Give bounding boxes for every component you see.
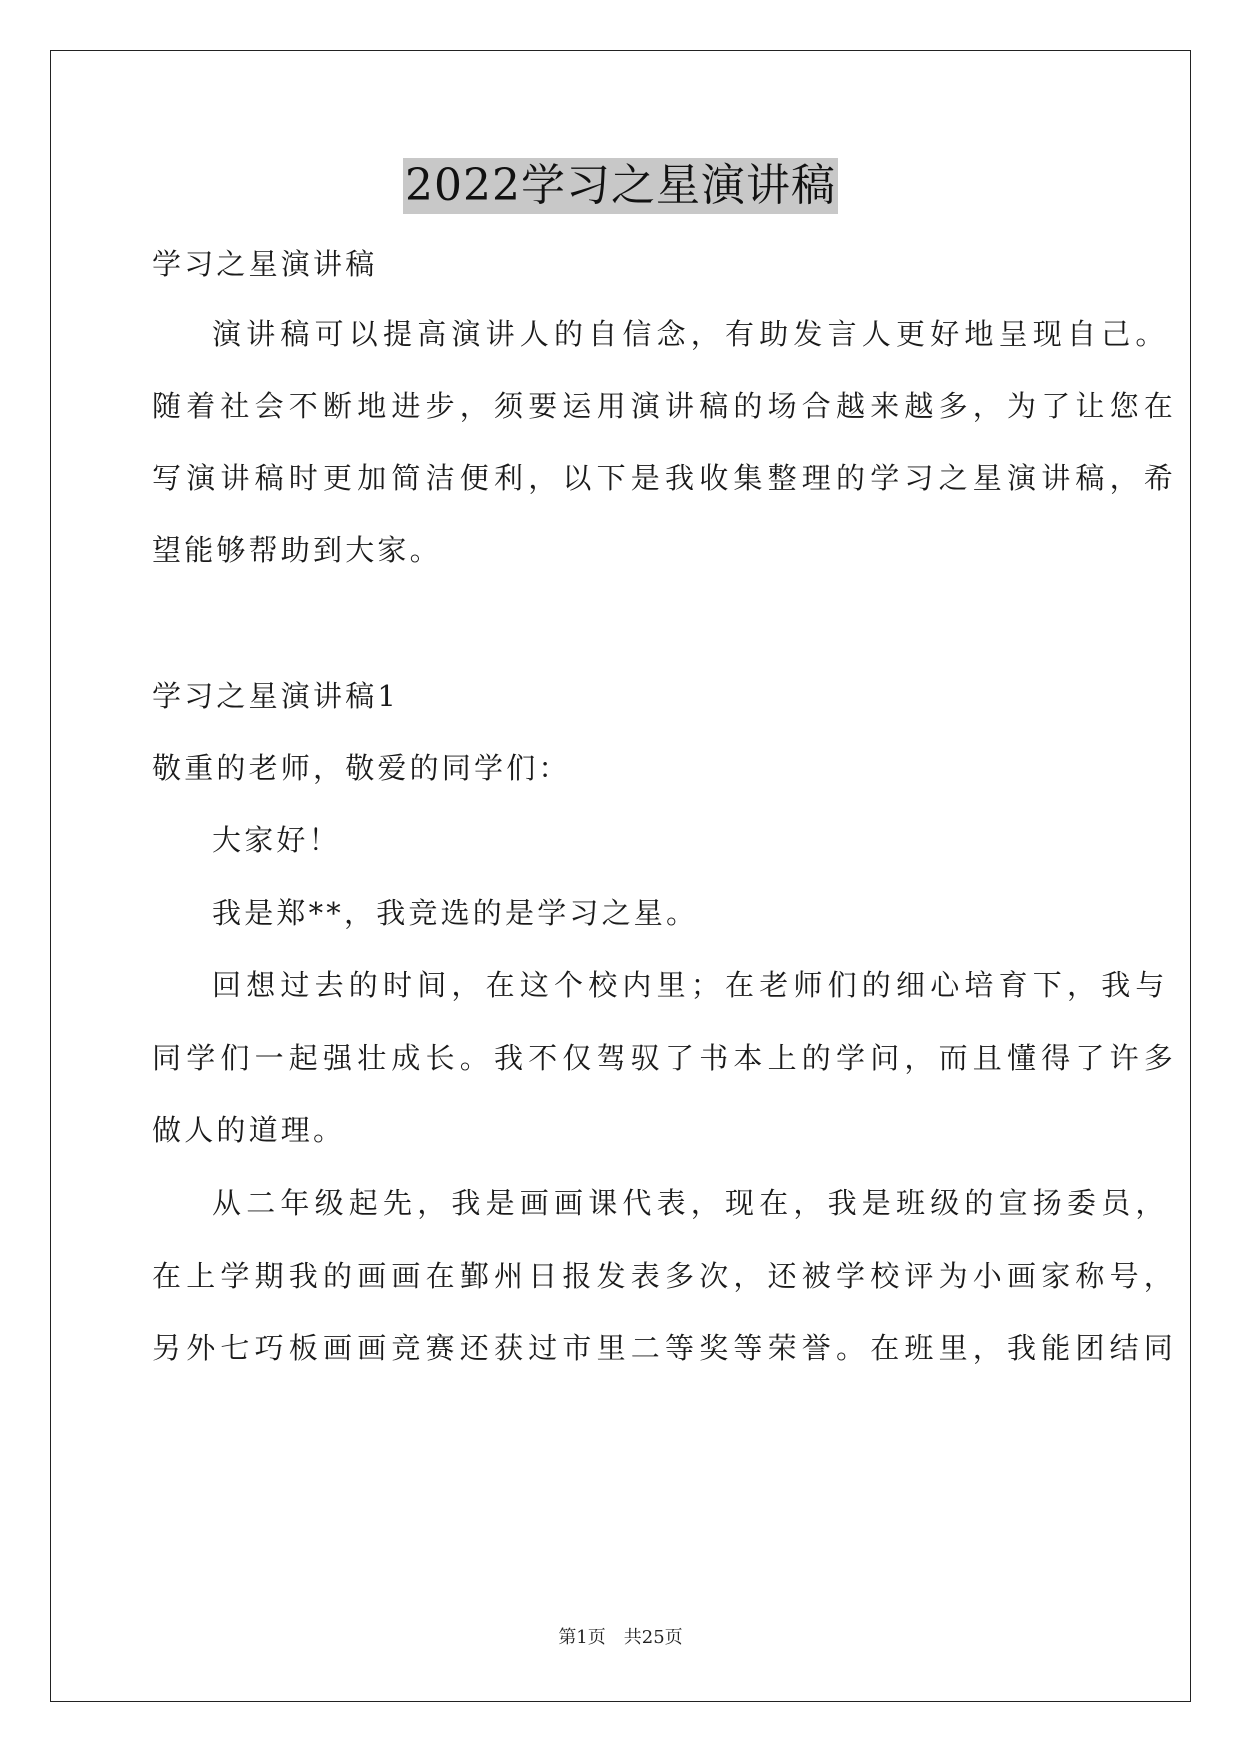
body-line: 另外七巧板画画竞赛还获过市里二等奖等荣誉。在班里，我能团结同 — [152, 1331, 1179, 1365]
body-line: 望能够帮助到大家。 — [152, 533, 442, 567]
body-line: 回想过去的时间，在这个校内里；在老师们的细心培育下，我与 — [212, 968, 1170, 1002]
section-heading: 学习之星演讲稿1 — [152, 679, 400, 713]
body-line: 演讲稿可以提高演讲人的自信念，有助发言人更好地呈现自己。 — [212, 317, 1170, 351]
body-line: 在上学期我的画画在鄞州日报发表多次，还被学校评为小画家称号， — [152, 1259, 1179, 1293]
page-border — [50, 50, 1191, 1702]
body-line: 同学们一起强壮成长。我不仅驾驭了书本上的学问，而且懂得了许多 — [152, 1041, 1179, 1075]
body-line: 做人的道理。 — [152, 1113, 346, 1147]
title-container — [0, 158, 1241, 214]
body-line: 我是郑**，我竞选的是学习之星。 — [212, 896, 699, 930]
page-number-footer: 第1页 共25页 — [558, 1627, 683, 1648]
body-line: 随着社会不断地进步，须要运用演讲稿的场合越来越多，为了让您在 — [152, 389, 1179, 423]
greeting-line: 大家好！ — [212, 823, 341, 857]
body-line: 从二年级起先，我是画画课代表，现在，我是班级的宣扬委员， — [212, 1186, 1170, 1220]
subtitle-line: 学习之星演讲稿 — [152, 247, 378, 281]
document-title: 2022学习之星演讲稿 — [403, 158, 838, 214]
salutation-line: 敬重的老师，敬爱的同学们： — [152, 751, 571, 785]
body-line: 写演讲稿时更加简洁便利，以下是我收集整理的学习之星演讲稿，希 — [152, 461, 1179, 495]
